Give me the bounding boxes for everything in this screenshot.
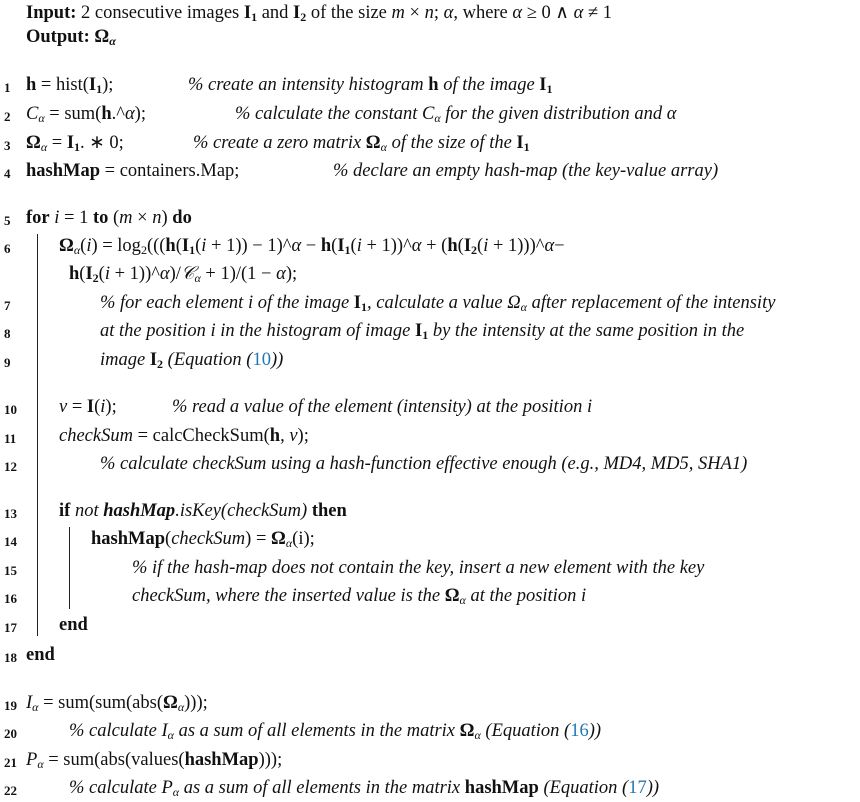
- comment: % calculate $I_\alpha$ as a sum of all elements in the matrix $\Omega_\alpha$ (Equation (16)): [69, 721, 602, 742]
- line-number: 22: [4, 783, 17, 798]
- comment: % calculate $P_\alpha$ as a sum of all elements in the matrix hashMap (Equation (17)): [69, 778, 660, 799]
- code: $I_\alpha = sum(sum(abs(\Omega_\alpha)))$;: [26, 693, 208, 714]
- algorithm-output: [26, 26, 116, 48]
- code: hashMap(checkSum) = $\Omega_\alpha(i)$;: [91, 529, 315, 550]
- code: $h = hist(I_1)$;: [26, 75, 114, 96]
- output-description: $\Omega_\alpha$: [94, 27, 116, 48]
- line-number: 16: [4, 591, 17, 606]
- line-number: 11: [4, 431, 17, 446]
- equation-ref-link[interactable]: 10: [252, 350, 271, 370]
- comment: at the position i in the histogram of image $I_1$ by the intensity at the same position in the: [100, 321, 745, 342]
- code-continued: $h(I_2(i$ + 1))^α)/𝒞$_\alpha$ + 1)/(1 − α);: [69, 264, 298, 285]
- code: $P_\alpha$ = sum(abs(values(hashMap)));: [26, 750, 283, 771]
- input-description: 2 consecutive images $I_1$ and $I_2$ of the size m × n; α, where α ≥ 0 ∧ α ≠ 1: [81, 3, 612, 24]
- code: $\Omega_\alpha = I_1$. ∗ 0;: [26, 133, 124, 154]
- input-label: Input:: [26, 3, 77, 23]
- comment: % declare an empty hash-map (the key-value array): [333, 161, 719, 181]
- line-number: 20: [4, 726, 17, 741]
- code: for i = 1 to (m × n) do: [26, 208, 192, 228]
- code: hashMap = containers.Map;: [26, 161, 240, 181]
- line-number: 4: [4, 166, 11, 181]
- code: $C_\alpha$ = sum(h.^α);: [26, 104, 146, 125]
- line-number: 10: [4, 402, 17, 417]
- line-number: 6: [4, 241, 11, 256]
- comment: % for each element i of the image $I_1$, calculate a value $\Omega_\alpha$ after replacement of the intensity: [100, 293, 776, 314]
- line-number: 5: [4, 213, 11, 228]
- comment: % create an intensity histogram h of the image $I_1$: [188, 75, 553, 96]
- comment: image $I_2$ (Equation (10)): [100, 350, 284, 371]
- line-number: 18: [4, 650, 17, 665]
- line-number: 1: [4, 80, 11, 95]
- line-number: 8: [4, 326, 11, 341]
- line-number: 14: [4, 534, 17, 549]
- line-number: 12: [4, 459, 17, 474]
- equation-ref-link[interactable]: 16: [570, 721, 589, 741]
- line-number: 15: [4, 563, 17, 578]
- line-number: 2: [4, 109, 11, 124]
- line-number: 17: [4, 620, 17, 635]
- code: v = I(i);: [59, 397, 117, 417]
- comment: % calculate the constant $C_\alpha$ for the given distribution and α: [235, 104, 677, 125]
- equation-ref-link[interactable]: 17: [628, 778, 647, 798]
- comment: % calculate checkSum using a hash-function effective enough (e.g., MD4, MD5, SHA1): [100, 454, 748, 474]
- output-label: Output:: [26, 27, 90, 47]
- for-block-bar: [37, 234, 38, 636]
- line-number: 7: [4, 298, 11, 313]
- algorithm-input: [26, 2, 612, 24]
- comment: % create a zero matrix $\Omega_\alpha$ of the size of the $I_1$: [193, 133, 530, 154]
- line-number: 9: [4, 355, 11, 370]
- code: end: [26, 645, 55, 665]
- code: checkSum = calcCheckSum(h, v);: [59, 426, 309, 446]
- comment: checkSum, where the inserted value is the $\Omega_\alpha$ at the position i: [132, 586, 587, 607]
- code: if not hashMap.isKey(checkSum) then: [59, 501, 347, 521]
- line-number: 3: [4, 138, 11, 153]
- code: end: [59, 615, 88, 635]
- line-number: 19: [4, 698, 17, 713]
- line-number: 13: [4, 506, 17, 521]
- comment: % read a value of the element (intensity) at the position i: [172, 397, 593, 417]
- code: $\Omega_\alpha(i) = \log_2(((h(I_1(i + 1))$ − 1)^α − $h(I_1(i$ + 1))^α + ($h(I_2(i$ + 1)))^α−: [59, 236, 565, 257]
- if-block-bar: [69, 527, 70, 609]
- comment: % if the hash-map does not contain the key, insert a new element with the key: [132, 558, 705, 578]
- line-number: 21: [4, 755, 17, 770]
